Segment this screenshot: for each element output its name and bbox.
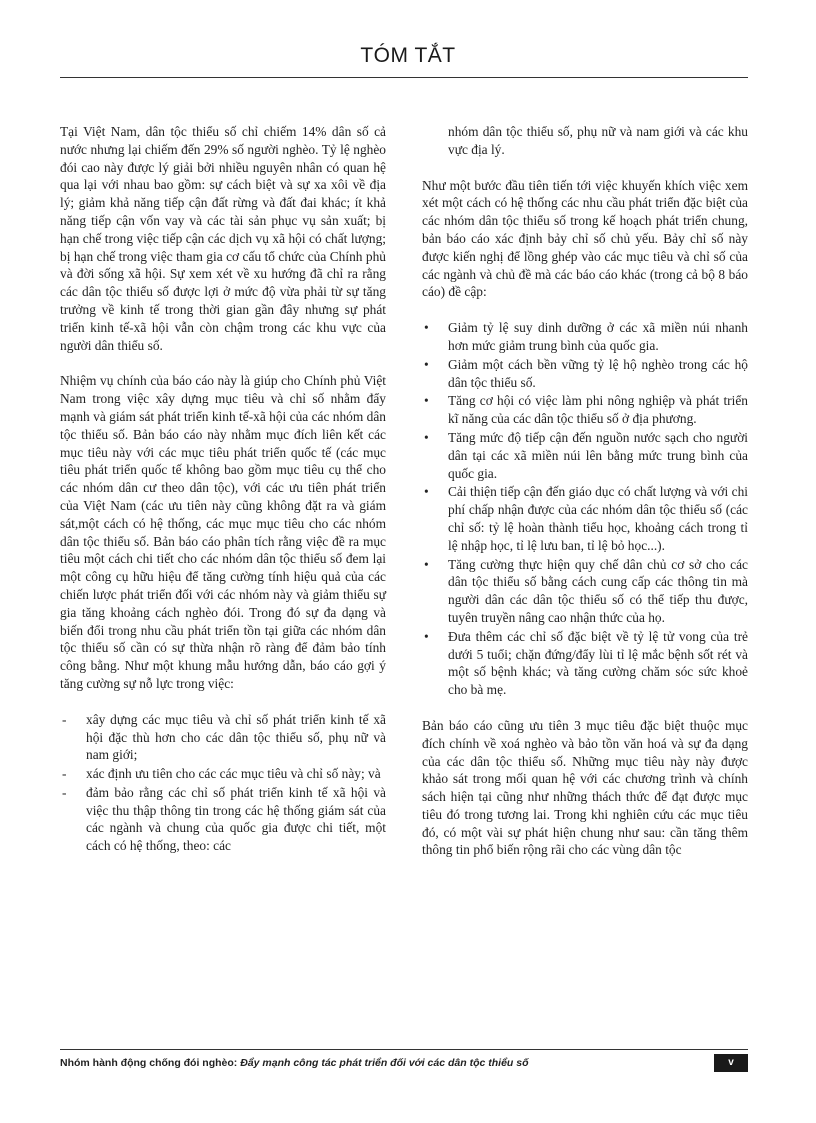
page-number: v xyxy=(714,1054,748,1072)
right-column xyxy=(422,123,748,877)
footer xyxy=(60,1057,700,1069)
list-item: • Tăng mức độ tiếp cận đến nguồn nước sạch cho người dân tại các xã miền núi lên bằng mức trung bình của quốc gia. xyxy=(422,429,748,482)
list-item: • Đưa thêm các chỉ số đặc biệt về tỷ lệ tử vong của trẻ dưới 5 tuổi; chặn đứng/đẩy lùi tỉ lệ mắc bệnh sốt rét và một số bệnh khác; và tăng cường chăm sóc sức khoẻ cho bà mẹ. xyxy=(422,628,748,699)
dash-list xyxy=(60,711,386,855)
bullet-list xyxy=(422,319,748,699)
list-item: • Tăng cường thực hiện quy chế dân chủ cơ sở cho các dân tộc thiểu số bằng cách cung cấp các thông tin mà người dân các dân tộc thiểu số có thể tiếp thu được, tuyên truyền nâng cao nhận thức của họ. xyxy=(422,556,748,627)
list-item: • Cải thiện tiếp cận đến giáo dục có chất lượng và với chi phí chấp nhận được của các nhóm dân tộc thiểu số (các chỉ số: tỷ lệ hoàn thành tiểu học, khoảng cách trong tỉ lệ nhập học, tỉ lệ lưu ban, tỉ lệ bỏ học...). xyxy=(422,483,748,554)
paragraph-continuation: nhóm dân tộc thiểu số, phụ nữ và nam giới và các khu vực địa lý. xyxy=(448,124,748,157)
paragraph-indicators: Như một bước đầu tiên tiến tới việc khuyến khích việc xem xét một cách có hệ thống các nhu cầu phát triển đặc biệt của các nhóm dân tộc thiểu số trong kế hoạch phát triển chung, bản báo cáo xác định bảy chỉ số chủ yếu. Bảy chỉ số này được kiến nghị để lồng ghép vào các mục tiêu và chỉ số của các ngành và chủ đề mà các báo cáo khác (trong cả bộ 8 báo cáo) đề cập: xyxy=(422,177,748,300)
list-item: - xây dựng các mục tiêu và chỉ số phát triển kinh tế xã hội đặc thù hơn cho các dân tộc thiểu số, phụ nữ và nam giới; xyxy=(60,711,386,764)
list-item: • Giảm một cách bền vững tỷ lệ hộ nghèo trong các hộ dân tộc thiểu số. xyxy=(422,356,748,392)
footer-divider xyxy=(60,1049,748,1050)
paragraph-intro: Tại Việt Nam, dân tộc thiểu số chỉ chiếm 14% dân số cả nước nhưng lại chiếm đến 29% số người nghèo. Tỷ lệ nghèo đói cao này được lý giải bởi nhiều nguyên nhân có quan hệ qua lại với nhau bao gồm: sự cách biệt và sự xa xôi về địa lý; giảm khả năng tiếp cận đất rừng và đất đai khác; ít khả năng tiếp cận vốn vay và các tài sản phục vụ sản xuất; bị hạn chế trong việc tiếp cận các dịch vụ xã hội có chất lượng; bị hạn chế trong việc tham gia cơ cấu tổ chức của Chính phủ và đời sống xã hội. Sự xem xét về xu hướng đã chỉ ra rằng các dân tộc thiểu số được lợi ở mức độ vừa phải từ sự tăng trưởng về kinh tế trong thời gian gần đây nhưng sự phát triển kinh tế-xã hội vẫn còn chậm trong các khu vực của người dân thiểu số. xyxy=(60,124,386,353)
list-item: - xác định ưu tiên cho các các mục tiêu và chỉ số này; và xyxy=(60,765,386,783)
list-item: • Tăng cơ hội có việc làm phi nông nghiệp và phát triển kĩ năng của các dân tộc thiểu số ở địa phương. xyxy=(422,392,748,428)
paragraph-mission: Nhiệm vụ chính của báo cáo này là giúp cho Chính phủ Việt Nam trong việc xây dựng mục tiêu và chỉ số nhằm đẩy mạnh và giám sát phát triển kinh tế-xã hội của các nhóm dân tộc thiểu số. Bản báo cáo này nhằm mục đích liên kết các mục tiêu này với các mục tiêu phát triển quốc tế (các mục tiêu phát triển quốc tế không bao gồm mục tiêu cụ thể cho các nhóm dân cư theo dân tộc), với các ưu tiên phát triển của Việt Nam (các ưu tiên này cũng không đặt ra và giám sát,một cách có hệ thống, các mục mục tiêu cho các nhóm dân tộc thiểu số. Bản báo cáo phân tích rằng việc đề ra mục tiêu một cách chi tiết cho các nhóm dân tộc thiểu số đem lại một công cụ hữu hiệu để tăng cường tính hiệu quả của các chiến lược phát triển đối với các nhóm này và giảm thiểu sự gia tăng khoảng cách nghèo đói. Trong đó sự đa dạng và biến đổi trong nhu cầu phát triển tồn tại giữa các nhóm dân tộc thiểu số cần có sự thừa nhận rõ ràng để đảm bảo tính công bằng. Như một khung mẫu hướng dẫn, báo cáo gợi ý tăng cường sự nỗ lực trong việc: xyxy=(60,373,386,691)
paragraph-priorities: Bản báo cáo cũng ưu tiên 3 mục tiêu đặc biệt thuộc mục đích chính về xoá nghèo và bảo tồn văn hoá và sự đa dạng của các dân tộc thiểu số. Những mục tiêu này này được khảo sát trong mối quan hệ với các chương trình và chính sách hiện tại cũng như những thách thức để đạt được mục tiêu đó trong tương lai. Trong khi nghiên cứu các mục tiêu đó, có một vài sự phát hiện chung như sau: cần tăng thêm thông tin phổ biến rộng rãi cho các vùng dân tộc xyxy=(422,717,748,858)
title-divider xyxy=(60,77,748,78)
footer-org: Nhóm hành động chống đói nghèo: xyxy=(60,1057,241,1069)
list-item: - đảm bảo rằng các chỉ số phát triển kinh tế xã hội và việc thu thập thông tin trong các hệ thống giám sát của các ngành và chung của quốc gia được chi tiết, một cách có hệ thống, theo: các xyxy=(60,784,386,855)
left-column xyxy=(60,123,386,873)
list-item: • Giảm tỷ lệ suy dinh dưỡng ở các xã miền núi nhanh hơn mức giảm trung bình của quốc gia. xyxy=(422,319,748,355)
page-title: TÓM TẮT xyxy=(360,44,456,67)
footer-subtitle: Đẩy mạnh công tác phát triển đối với các dân tộc thiểu số xyxy=(240,1057,529,1069)
